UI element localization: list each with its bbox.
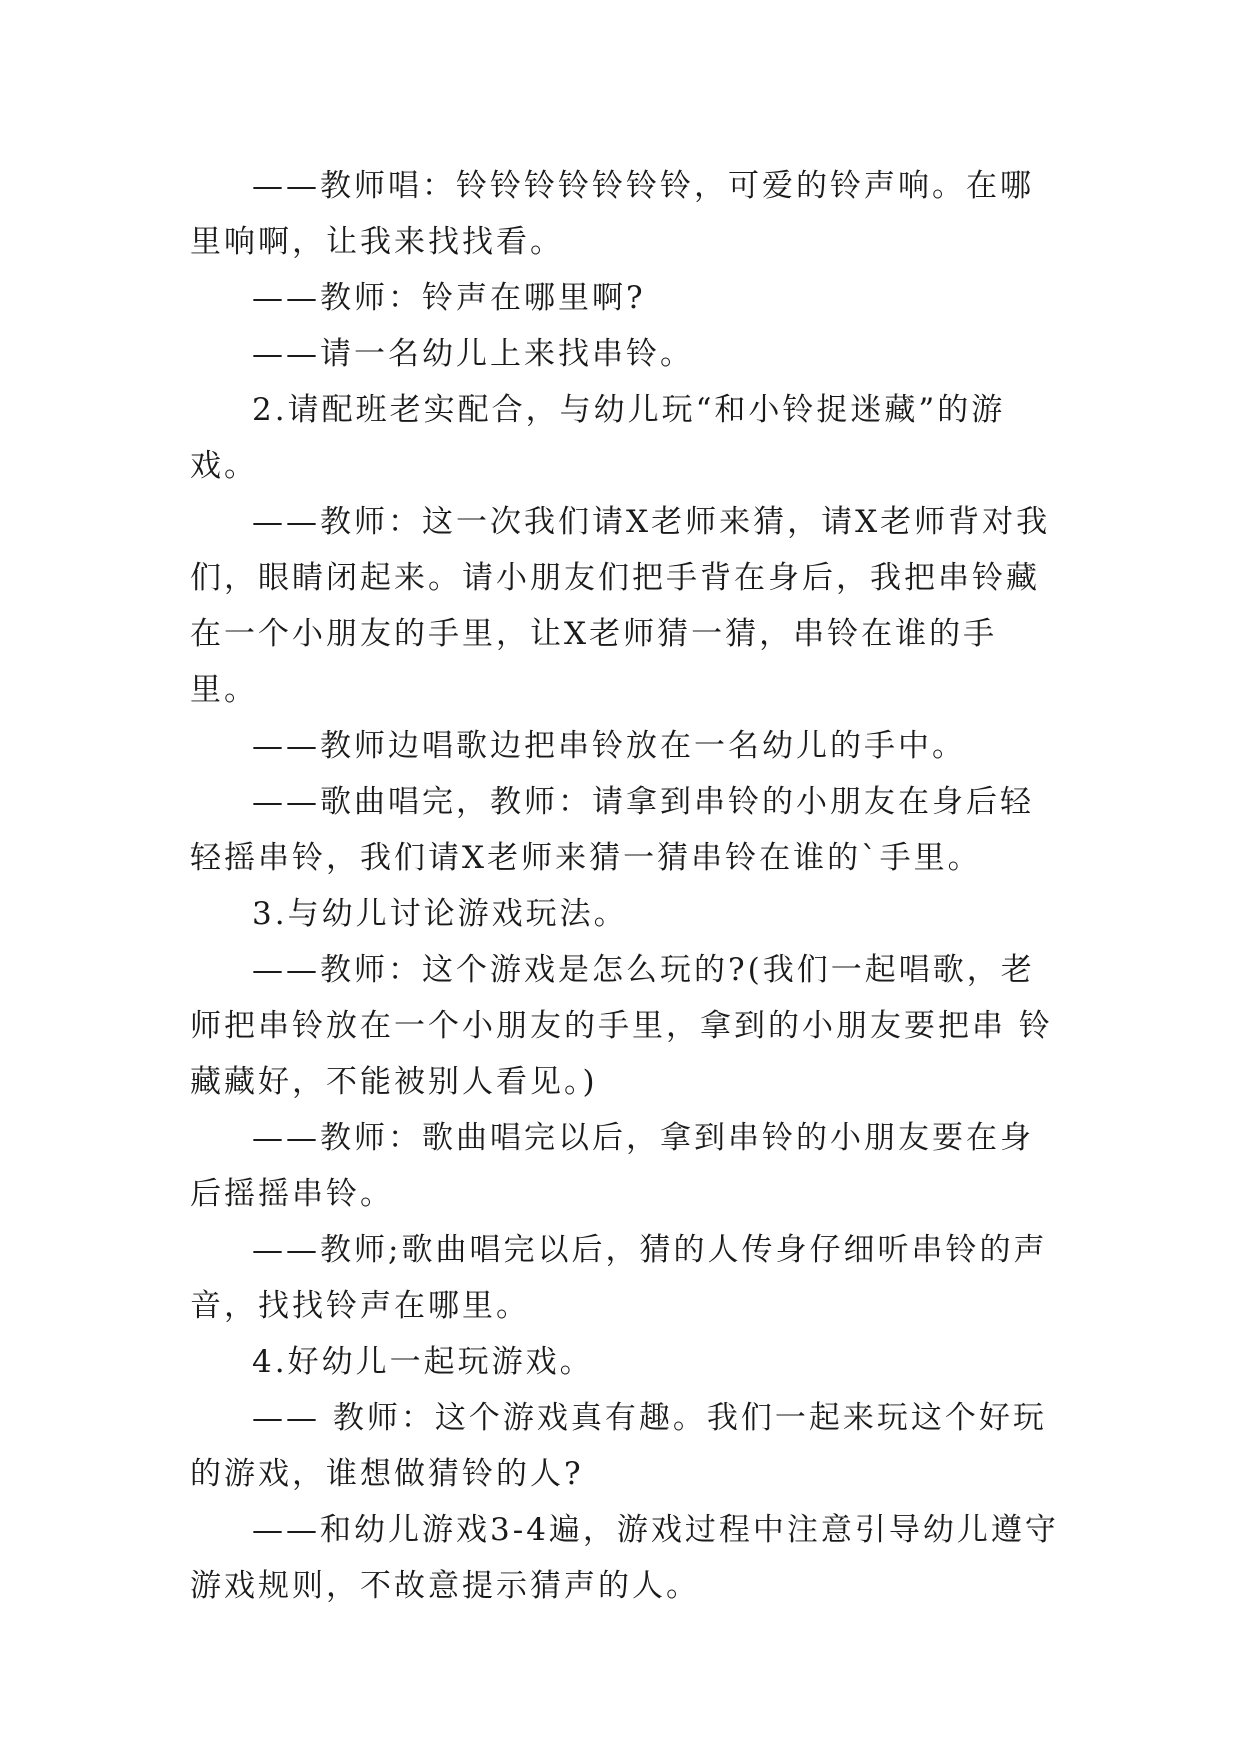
paragraph-7: ——歌曲唱完，教师：请拿到串铃的小朋友在身后轻轻摇串铃，我们请X老师来猜一猜串铃在谁的`手里。: [190, 784, 1034, 876]
paragraph-10: ——教师：歌曲唱完以后，拿到串铃的小朋友要在身后摇摇串铃。: [190, 1120, 1034, 1212]
paragraph-2: ——教师：铃声在哪里啊?: [252, 280, 646, 316]
paragraph-14: ——和幼儿游戏3-4遍，游戏过程中注意引导幼儿遵守游戏规则，不故意提示猜声的人。: [190, 1512, 1059, 1604]
document-body: [190, 158, 1060, 1614]
paragraph-5: ——教师：这一次我们请X老师来猜，请X老师背对我们，眼睛闭起来。请小朋友们把手背在身后，我把串铃藏在一个小朋友的手里，让X老师猜一猜，串铃在谁的手里。: [190, 504, 1051, 708]
paragraph-6: ——教师边唱歌边把串铃放在一名幼儿的手中。: [252, 728, 966, 764]
paragraph-8: 3.与幼儿讨论游戏玩法。: [252, 896, 628, 932]
paragraph-3: ——请一名幼儿上来找串铃。: [252, 336, 694, 372]
paragraph-1: ——教师唱：铃铃铃铃铃铃铃，可爱的铃声响。在哪里响啊，让我来找找看。: [190, 168, 1034, 260]
paragraph-12: 4.好幼儿一起玩游戏。: [252, 1344, 594, 1380]
paragraph-11: ——教师;歌曲唱完以后，猜的人传身仔细听串铃的声音，找找铃声在哪里。: [190, 1232, 1048, 1324]
paragraph-9: ——教师：这个游戏是怎么玩的?(我们一起唱歌，老师把串铃放在一个小朋友的手里，拿到的小朋友要把串 铃藏藏好，不能被别人看见。): [190, 952, 1053, 1100]
paragraph-4: 2.请配班老实配合，与幼儿玩“和小铃捉迷藏”的游戏。: [190, 392, 1006, 484]
paragraph-13: —— 教师：这个游戏真有趣。我们一起来玩这个好玩的游戏，谁想做猜铃的人?: [190, 1400, 1047, 1492]
